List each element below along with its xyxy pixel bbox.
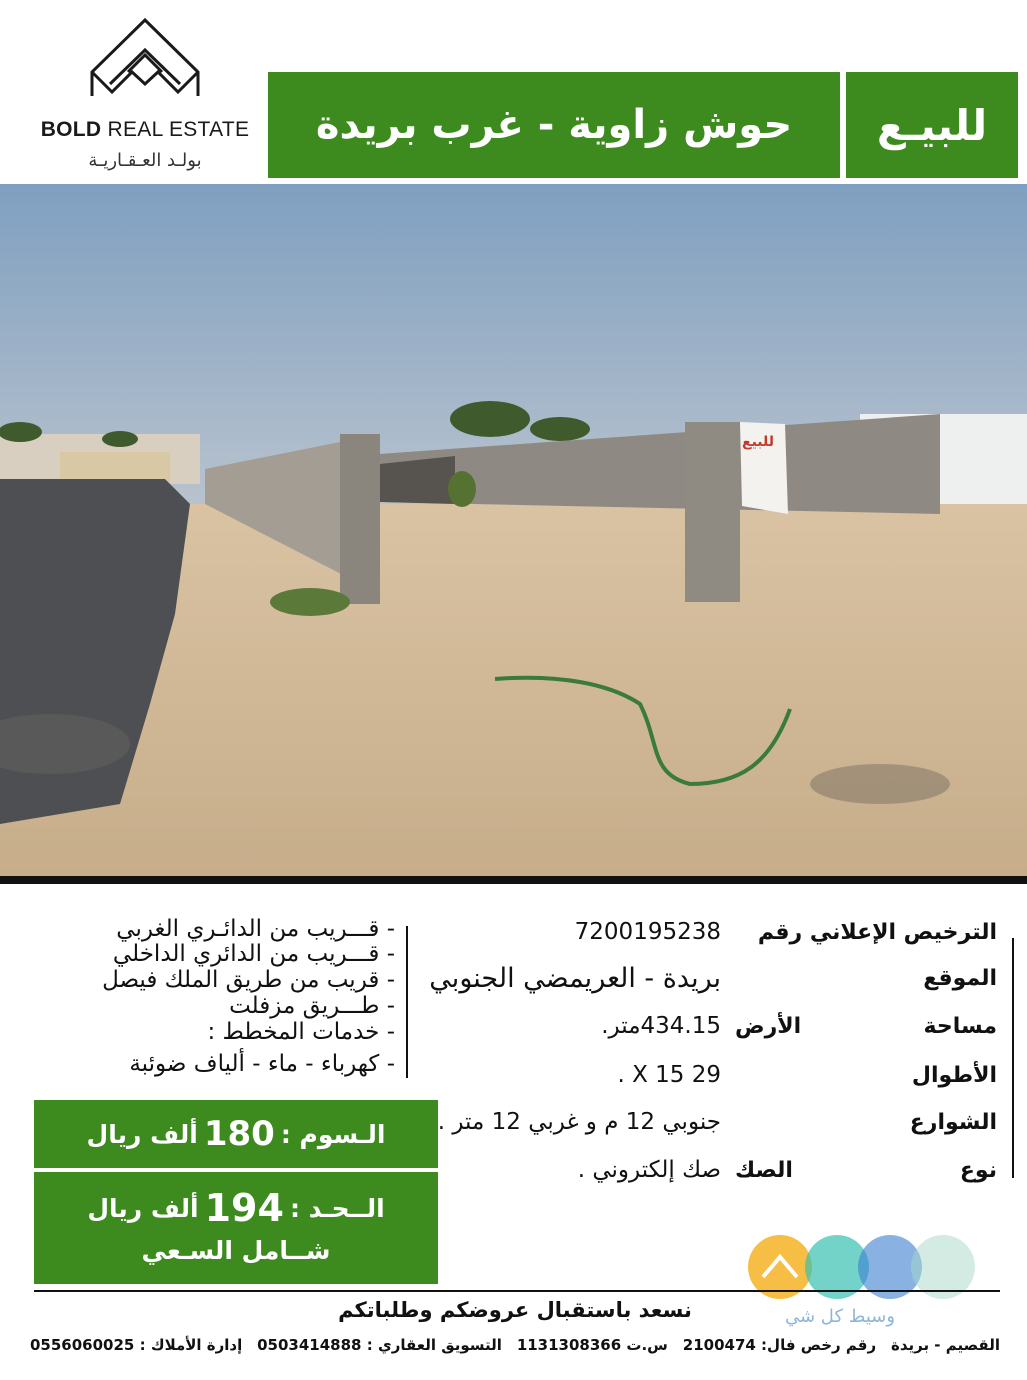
feature-item: - قـــريب من الدائري الداخلي [112, 941, 395, 967]
photo-divider [0, 876, 1027, 884]
asking-price-label: الـسوم : [280, 1119, 386, 1149]
footer-region: القصيم - بريدة [890, 1336, 1000, 1354]
detail-dimensions: الأطوال 29 X 15 . [617, 1062, 997, 1088]
detail-streets: الشوارع جنوبي 12 م و غربي 12 متر . [437, 1109, 997, 1135]
asking-price-value: 180 [203, 1114, 275, 1154]
header-title: حوش زاوية - غرب بريدة [268, 72, 840, 178]
brand-name-ar: بولـد العـقـاريـة [88, 150, 202, 171]
commission-note: شــامل السـعي [141, 1236, 331, 1265]
header-for-sale: للبيـع [846, 72, 1018, 178]
detail-location: الموقع بريدة - العريمضي الجنوبي [429, 962, 997, 994]
footer-contacts [30, 1336, 1000, 1354]
property-photo [0, 184, 1027, 876]
logo-mark-icon [90, 14, 200, 104]
detail-license: الترخيص الإعلاني رقم 7200195238 [574, 919, 997, 945]
detail-deed-type: نوع الصك صك إلكتروني . [577, 1157, 997, 1183]
feature-item: - خدمات المخطط : [207, 1019, 395, 1045]
feature-item: - قريب من طريق الملك فيصل [102, 967, 395, 993]
details-divider [1012, 938, 1014, 1178]
limit-price-box [34, 1172, 438, 1284]
footer-management-phone[interactable]: إدارة الأملاك : 0556060025 [30, 1336, 243, 1354]
watermark-text: وسيط كل شي [785, 1306, 896, 1327]
asking-price-box [34, 1100, 438, 1168]
detail-area: مساحة الأرض 434.15متر. [601, 1013, 997, 1039]
footer-cr: س.ت 1131308366 [516, 1336, 668, 1354]
brand-logo [30, 10, 260, 180]
limit-price-unit: ألف ريال [87, 1193, 199, 1223]
feature-item: - كهرباء - ماء - ألياف ضوئبة [129, 1051, 395, 1077]
slogan: نسعد باستقبال عروضكم وطلباتكم [338, 1298, 692, 1322]
limit-price-label: الــحـد : [289, 1193, 385, 1223]
brand-name-en: BOLD REAL ESTATE [40, 118, 250, 141]
footer-divider [34, 1290, 1000, 1292]
feature-item: - طـــريق مزفلت [229, 993, 395, 1019]
feature-item: - قـــريب من الدائـري الغربي [116, 916, 395, 942]
for-sale-sign: للبيع [742, 434, 774, 450]
limit-price-value: 194 [204, 1186, 284, 1230]
asking-price-unit: ألف ريال [86, 1119, 198, 1149]
features-divider [406, 926, 408, 1078]
footer-marketing-phone[interactable]: التسويق العقاري : 0503414888 [257, 1336, 502, 1354]
footer-license: رقم رخص فال: 2100474 [682, 1336, 877, 1354]
